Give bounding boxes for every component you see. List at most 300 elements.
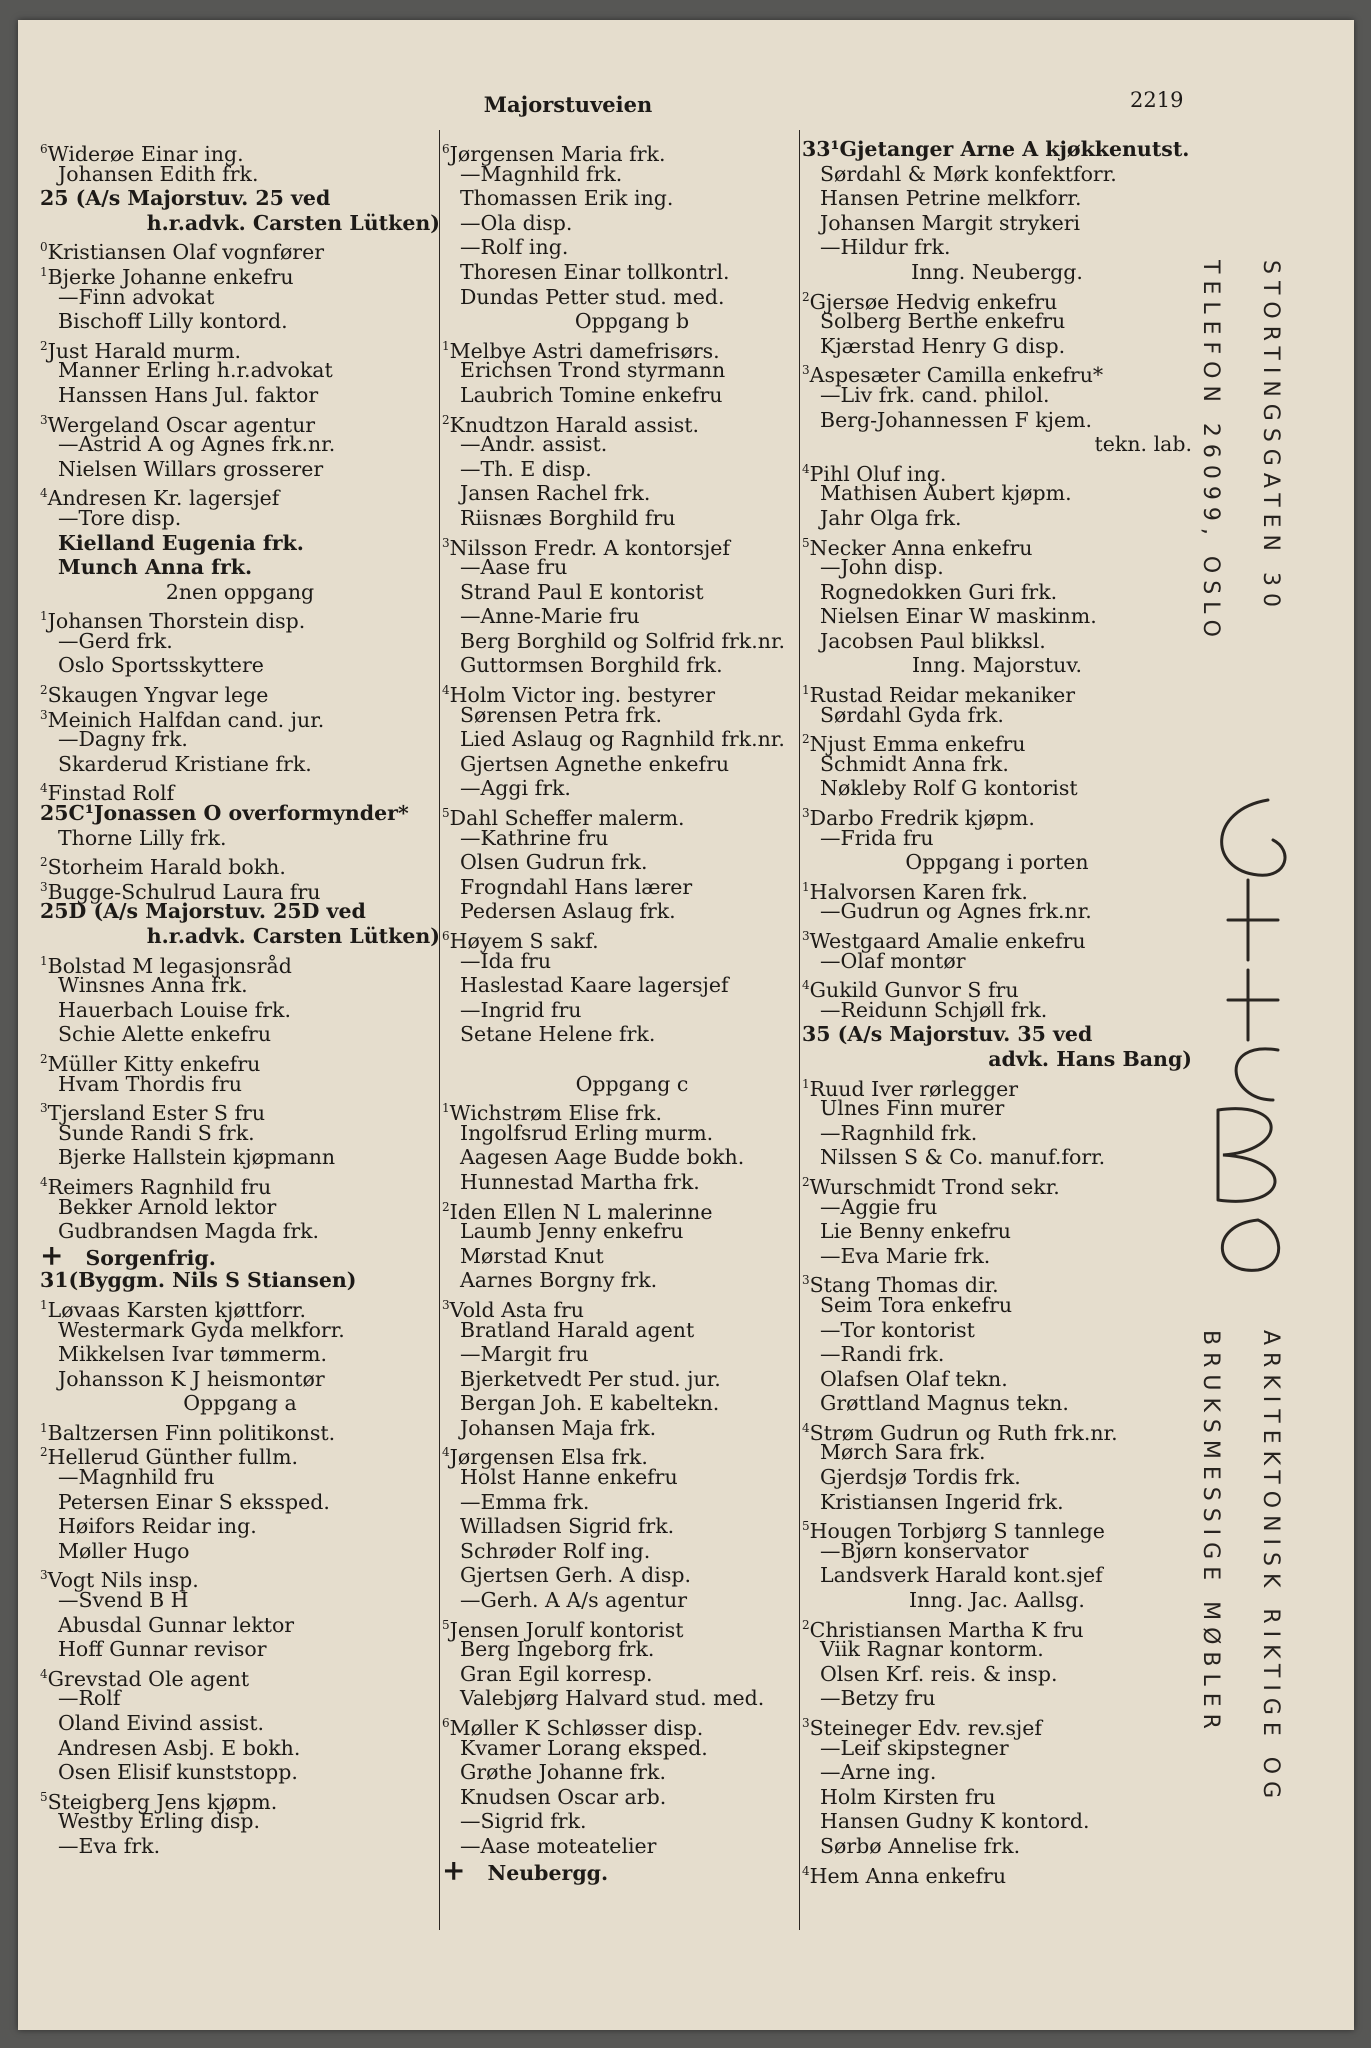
directory-entry [802, 604, 1192, 629]
directory-entry [442, 531, 822, 560]
directory-entry [40, 1072, 440, 1097]
entry-text: Westgaard Amalie enkefru [809, 929, 1086, 953]
directory-column-2 [442, 137, 822, 1887]
entry-text: —Aase fru [460, 555, 568, 580]
directory-entry [802, 162, 1192, 187]
entry-text: —Liv frk. cand. philol. [820, 382, 1050, 407]
entry-text: 31(Byggm. Nils S Stiansen) [40, 1268, 357, 1293]
entry-text: Mørstad Knut [460, 1243, 604, 1268]
directory-entry [40, 1613, 440, 1638]
entry-text: —Tor kontorist [820, 1317, 975, 1342]
directory-entry [442, 457, 822, 482]
directory-entry [442, 1440, 822, 1470]
entry-text: Jansen Rachel frk. [460, 481, 651, 506]
directory-entry [802, 531, 1192, 560]
entry-text: —Finn advokat [58, 284, 215, 309]
directory-entry [442, 383, 822, 408]
entry-text: Skarderud Kristiane frk. [58, 751, 312, 776]
directory-entry [40, 1711, 440, 1736]
directory-entry [40, 949, 440, 978]
entry-text: Abusdal Gunnar lektor [58, 1612, 295, 1637]
entry-text: Thomassen Erik ing. [460, 186, 674, 211]
ad-address-text: STORTINGSGATEN 30 [1258, 260, 1283, 614]
entry-text: Bjerketvedt Per stud. jur. [460, 1366, 721, 1391]
floor-number: 3 [442, 1297, 450, 1312]
entry-text: Nøkleby Rolf G kontorist [820, 776, 1078, 801]
directory-entry [40, 555, 440, 580]
entry-text: Mørch Sara frk. [820, 1440, 986, 1465]
floor-number: 2 [802, 732, 810, 747]
directory-entry [802, 1490, 1192, 1515]
entry-text: Jørgensen Maria frk. [449, 142, 666, 166]
entry-text: —Arne ing. [820, 1760, 937, 1785]
handwritten-logo [1188, 780, 1308, 1280]
directory-entry [40, 1391, 440, 1416]
directory-entry [802, 1809, 1192, 1834]
entry-text: Strøm Gudrun og Ruth frk.nr. [809, 1420, 1118, 1445]
entry-text: Grøthe Johanne frk. [460, 1760, 666, 1785]
directory-entry [40, 973, 440, 998]
entry-text: —Dagny frk. [58, 727, 188, 752]
entry-text: tekn. lab. [1094, 432, 1192, 457]
directory-entry [40, 1514, 440, 1539]
floor-number: 4 [40, 1174, 48, 1189]
directory-entry [40, 432, 440, 457]
entry-text: —Tore disp. [58, 505, 182, 530]
directory-entry [40, 1662, 440, 1691]
directory-entry [442, 604, 822, 629]
floor-number: 2 [40, 855, 48, 870]
entry-text: —Rolf [58, 1686, 121, 1711]
entry-text: —Kathrine fru [460, 825, 609, 850]
directory-entry [442, 1293, 822, 1322]
entry-text: Holst Hanne enkefru [460, 1465, 678, 1490]
entry-text: Schie Alette enkefru [58, 1022, 272, 1047]
entry-text: advk. Hans Bang) [988, 1046, 1192, 1071]
entry-text: Sørensen Petra frk. [460, 702, 662, 727]
ad-slogan-line-1: ARKITEKTONISK RIKTIGE OG [1258, 1330, 1283, 1806]
directory-entry [802, 580, 1192, 605]
directory-entry [802, 875, 1192, 904]
directory-entry [40, 309, 440, 334]
entry-text: Setane Helene frk. [460, 1022, 656, 1047]
floor-number: 3 [802, 806, 810, 821]
floor-number: 5 [442, 806, 450, 821]
directory-entry [802, 432, 1192, 457]
entry-text: Solberg Berthe enkefru [820, 309, 1066, 334]
floor-number: 4 [802, 1863, 810, 1878]
floor-number: 4 [40, 486, 48, 501]
entry-text: Ingolfsrud Erling murm. [460, 1120, 714, 1145]
entry-text: Just Harald murm. [47, 338, 242, 363]
directory-entry [802, 899, 1192, 924]
entry-text: Møller K Schløsser disp. [449, 1716, 704, 1740]
directory-entry [802, 285, 1192, 314]
entry-text: Njust Emma enkefru [809, 732, 1026, 757]
directory-entry [442, 481, 822, 506]
directory-entry [442, 1195, 822, 1224]
entry-text: Grevstad Ole agent [47, 1666, 250, 1691]
entry-text: Lied Aslaug og Ragnhild frk.nr. [460, 727, 785, 752]
directory-entry [40, 875, 440, 904]
entry-text: Kvamer Lorang eksped. [460, 1735, 708, 1760]
entry-text: Hanssen Hans Jul. faktor [58, 382, 319, 407]
entry-text: Nilssen S & Co. manuf.forr. [820, 1145, 1106, 1170]
directory-entry [442, 1342, 822, 1367]
entry-text: Haslestad Kaare lagersjef [460, 973, 729, 998]
directory-entry [40, 1195, 440, 1220]
entry-text: Bjerke Johanne enkefru [47, 264, 294, 289]
directory-entry [40, 1416, 440, 1445]
entry-text: 2nen oppgang [165, 579, 315, 604]
entry-text: Osen Elisif kunststopp. [58, 1760, 298, 1785]
directory-entry [40, 1170, 440, 1199]
directory-page [18, 20, 1354, 2030]
directory-entry [802, 1711, 1192, 1740]
directory-entry [442, 506, 822, 531]
page-title: Majorstuveien [483, 92, 653, 117]
directory-entry [802, 1268, 1192, 1298]
entry-text: Grøttland Magnus tekn. [820, 1391, 1069, 1416]
entry-text: Berg-Johannessen F kjem. [820, 407, 1093, 432]
entry-text: h.r.advk. Carsten Lütken) [146, 924, 440, 948]
entry-text: —Frida fru [820, 825, 934, 850]
directory-entry [442, 1121, 822, 1146]
entry-text: —Gerd frk. [58, 628, 173, 653]
directory-entry [40, 162, 440, 187]
floor-number: 3 [40, 1568, 48, 1583]
directory-entry [40, 801, 440, 826]
entry-text: —Aggi frk. [460, 776, 571, 801]
directory-entry [442, 1539, 822, 1564]
entry-text: Olsen Krf. reis. & insp. [820, 1661, 1058, 1686]
entry-text: Gjertsen Agnethe enkefru [460, 751, 730, 776]
floor-number: 2 [442, 412, 450, 427]
directory-entry [802, 408, 1192, 433]
entry-text: Høifors Reidar ing. [58, 1514, 257, 1539]
entry-text: Mikkelsen Ivar tømmerm. [58, 1342, 328, 1367]
directory-entry [40, 1760, 440, 1785]
directory-entry [442, 1391, 822, 1416]
entry-text: Vold Asta fru [449, 1297, 584, 1322]
entry-text: Løvaas Karsten kjøttforr. [47, 1297, 306, 1322]
directory-entry [802, 1244, 1192, 1269]
entry-text: Gjertsen Gerh. A disp. [460, 1563, 691, 1588]
entry-text: Westby Erling disp. [58, 1809, 261, 1834]
entry-text: Nielsen Willars grosserer [58, 456, 324, 481]
directory-entry [40, 580, 440, 605]
directory-entry [40, 1096, 440, 1126]
entry-text: Johansen Thorstein disp. [47, 609, 306, 634]
entry-text: Oslo Sportsskyttere [58, 653, 264, 678]
directory-entry [442, 408, 822, 437]
directory-entry [40, 457, 440, 482]
entry-text: —Astrid A og Agnes frk.nr. [58, 432, 336, 457]
entry-text: Jensen Jorulf kontorist [449, 1617, 684, 1642]
directory-entry [442, 1268, 822, 1293]
directory-entry [802, 703, 1192, 728]
directory-entry [802, 1785, 1192, 1810]
floor-number: 1 [40, 953, 48, 968]
directory-entry [40, 1809, 440, 1834]
floor-number: 4 [40, 781, 48, 796]
entry-text: Bekker Arnold lektor [58, 1194, 277, 1219]
directory-entry [40, 776, 440, 806]
entry-text: Tjersland Ester S fru [47, 1101, 266, 1126]
floor-number: 5 [802, 535, 810, 550]
entry-text: —Svend B H [58, 1588, 189, 1613]
entry-text: —Andr. assist. [460, 432, 608, 457]
directory-entry [802, 1342, 1192, 1367]
entry-text: Kjærstad Henry G disp. [820, 333, 1066, 358]
entry-text: Valebjørg Halvard stud. med. [460, 1686, 765, 1711]
entry-text: Thoresen Einar tollkontrl. [460, 259, 730, 284]
entry-text: Bugge-Schulrud Laura fru [47, 879, 321, 904]
floor-number: 1 [802, 683, 810, 698]
entry-text: —Eva frk. [58, 1833, 161, 1858]
entry-text: Hem Anna enkefru [809, 1863, 1007, 1888]
directory-entry [40, 1238, 440, 1272]
entry-text: Viik Ragnar kontorm. [820, 1637, 1044, 1662]
directory-entry [802, 1662, 1192, 1687]
directory-entry [40, 531, 440, 556]
floor-number: 1 [40, 1297, 48, 1312]
floor-number: 3 [40, 412, 48, 427]
directory-entry [802, 1859, 1192, 1888]
entry-text: Wichstrøm Elise frk. [449, 1101, 663, 1126]
entry-text: Hougen Torbjørg S tannlege [809, 1519, 1105, 1544]
floor-number: 6 [442, 142, 450, 156]
entry-text: Halvorsen Karen frk. [809, 879, 1028, 904]
entry-text: —Randi frk. [820, 1342, 945, 1367]
entry-text: Sorgenfrig. [85, 1245, 216, 1270]
directory-entry [442, 727, 822, 752]
entry-text: Sørdahl & Mørk konfektforr. [820, 161, 1117, 186]
floor-number: 1 [442, 1101, 450, 1116]
entry-text: —Reidunn Schjøll frk. [820, 997, 1048, 1022]
directory-entry [442, 1490, 822, 1515]
directory-entry [802, 383, 1192, 408]
directory-entry [442, 1072, 822, 1097]
entry-text: Darbo Fredrik kjøpm. [809, 806, 1035, 831]
directory-entry [442, 1170, 822, 1195]
directory-entry [40, 1121, 440, 1146]
entry-text: Inng. Neubergg. [911, 259, 1083, 284]
directory-entry [40, 1785, 440, 1814]
entry-text: Nilsson Fredr. A kontorsjef [449, 535, 730, 560]
directory-entry [802, 1391, 1192, 1416]
directory-entry [442, 1662, 822, 1687]
directory-entry [40, 1318, 440, 1343]
entry-text: Kielland Eugenia frk. [58, 530, 304, 555]
directory-entry [40, 1219, 440, 1244]
directory-entry [40, 1834, 440, 1859]
directory-entry [802, 1219, 1192, 1244]
page-number: 2219 [1130, 88, 1184, 112]
entry-text: Wurschmidt Trond sekr. [809, 1174, 1060, 1199]
entry-text: Frogndahl Hans lærer [460, 874, 693, 899]
directory-entry [802, 1121, 1192, 1146]
entry-text: Johansen Edith frk. [58, 161, 259, 186]
directory-entry [40, 1342, 440, 1367]
directory-entry [802, 1096, 1192, 1121]
directory-entry [40, 752, 440, 777]
entry-text: Sunde Randi S frk. [58, 1120, 255, 1145]
entry-text: —Rolf ing. [460, 235, 569, 260]
cross-marker: + [442, 1853, 466, 1887]
entry-text: Berg Ingeborg frk. [460, 1637, 655, 1662]
directory-entry [802, 1465, 1192, 1490]
entry-text: 33¹Gjetanger Arne A kjøkkenutst. [802, 137, 1190, 161]
floor-number: 5 [442, 1617, 450, 1632]
floor-number: 2 [442, 1199, 450, 1214]
directory-entry [40, 334, 440, 363]
floor-number: 3 [442, 535, 450, 550]
directory-entry [40, 1145, 440, 1170]
directory-entry [40, 850, 440, 880]
directory-entry [802, 1736, 1192, 1761]
entry-text: Møller Hugo [58, 1538, 190, 1563]
entry-text: Wergeland Oscar agentur [47, 412, 316, 437]
floor-number: 2 [40, 1051, 48, 1066]
directory-entry [802, 1072, 1192, 1101]
entry-text: Oppgang a [183, 1391, 297, 1416]
entry-text: Sørdahl Gyda frk. [820, 702, 1004, 727]
entry-text: —Hildur frk. [820, 235, 951, 260]
floor-number: 6 [40, 142, 48, 156]
entry-text: Müller Kitty enkefru [47, 1051, 261, 1076]
entry-text: Knudsen Oscar arb. [460, 1784, 667, 1809]
directory-entry [442, 1563, 822, 1588]
entry-text: Johansson K J heismontør [58, 1366, 325, 1391]
entry-text: Jacobsen Paul blikksl. [820, 628, 1046, 653]
entry-text: Finstad Rolf [47, 781, 175, 806]
directory-entry [442, 1637, 822, 1662]
floor-number: 1 [40, 1420, 48, 1435]
entry-text: Munch Anna frk. [58, 555, 253, 580]
directory-entry [802, 309, 1192, 334]
entry-text: —Bjørn konservator [820, 1538, 1029, 1563]
directory-entry [802, 358, 1192, 388]
entry-text: Laubrich Tomine enkefru [460, 382, 723, 407]
cross-marker: + [40, 1238, 64, 1272]
entry-text: Bratland Harald agent [460, 1317, 695, 1342]
entry-text: Holm Kirsten fru [820, 1784, 996, 1809]
floor-number: 2 [40, 683, 48, 698]
directory-entry [802, 260, 1192, 285]
directory-entry [40, 137, 440, 166]
entry-text: Hellerud Günther fullm. [47, 1445, 299, 1470]
entry-text: Sørbø Annelise frk. [820, 1833, 1021, 1858]
directory-entry [442, 752, 822, 777]
entry-text: —Margit fru [460, 1342, 589, 1367]
entry-text: Hoff Gunnar revisor [58, 1637, 267, 1662]
directory-entry [442, 899, 822, 924]
directory-entry [442, 1145, 822, 1170]
directory-entry [40, 481, 440, 511]
directory-entry [442, 334, 822, 363]
directory-column-3 [802, 137, 1192, 1888]
entry-text: —Gudrun og Agnes frk.nr. [820, 899, 1092, 924]
entry-text: —Betzy fru [820, 1686, 936, 1711]
entry-text: —Ola disp. [460, 210, 573, 235]
directory-entry [802, 1514, 1192, 1544]
entry-text: Dahl Scheffer malerm. [449, 806, 685, 831]
entry-text: Strand Paul E kontorist [460, 579, 704, 604]
entry-text: Riisnæs Borghild fru [460, 505, 676, 530]
directory-entry [442, 1834, 822, 1859]
entry-text: Andresen Kr. lagersjef [47, 486, 280, 511]
entry-text: —Olaf montør [820, 948, 966, 973]
entry-text: Vogt Nils insp. [47, 1568, 199, 1593]
directory-entry [442, 235, 822, 260]
directory-entry [802, 1367, 1192, 1392]
entry-text: Bergan Joh. E kabeltekn. [460, 1391, 720, 1416]
directory-entry [802, 850, 1192, 875]
directory-entry [40, 1440, 440, 1470]
directory-entry [442, 309, 822, 334]
entry-text: Landsverk Harald kont.sjef [820, 1563, 1103, 1588]
directory-entry [442, 358, 822, 383]
directory-entry [40, 678, 440, 708]
entry-text: Baltzersen Finn politikonst. [47, 1420, 336, 1445]
floor-number: 4 [442, 683, 450, 698]
directory-entry [442, 924, 822, 953]
entry-text: Johansen Maja frk. [460, 1415, 657, 1440]
floor-number: 6 [442, 929, 450, 943]
entry-text: Hvam Thordis fru [58, 1071, 242, 1096]
entry-text: Inng. Majorstuv. [912, 653, 1082, 678]
directory-entry [442, 850, 822, 875]
directory-entry [40, 604, 440, 634]
entry-text: Bischoff Lilly kontord. [58, 309, 288, 334]
directory-entry [40, 899, 440, 924]
entry-text: Pihl Oluf ing. [809, 461, 947, 486]
directory-entry [802, 752, 1192, 777]
directory-entry [802, 1047, 1192, 1072]
directory-entry [442, 703, 822, 728]
entry-text: Knudtzon Harald assist. [449, 412, 699, 437]
entry-text: —Aase moteatelier [460, 1833, 657, 1858]
directory-entry [442, 137, 822, 166]
entry-text: Pedersen Aslaug frk. [460, 899, 676, 924]
directory-entry [442, 1416, 822, 1441]
directory-entry [802, 1539, 1192, 1564]
directory-entry [442, 998, 822, 1023]
entry-text: Hansen Gudny K kontord. [820, 1809, 1090, 1834]
directory-entry [802, 1293, 1192, 1318]
directory-entry [40, 1367, 440, 1392]
directory-entry [442, 1588, 822, 1613]
entry-text: Christiansen Martha K fru [809, 1617, 1084, 1642]
floor-number: 2 [40, 1445, 48, 1460]
floor-number: 5 [802, 1519, 810, 1534]
floor-number: 4 [442, 1445, 450, 1460]
entry-text: Aarnes Borgny frk. [460, 1268, 658, 1293]
directory-entry [442, 1514, 822, 1539]
entry-text: —Emma frk. [460, 1489, 590, 1514]
floor-number: 4 [802, 978, 810, 993]
entry-text: Oppgang b [574, 309, 690, 334]
directory-entry [442, 186, 822, 211]
directory-entry [40, 408, 440, 437]
entry-text: Oppgang c [575, 1071, 689, 1096]
entry-text: Petersen Einar S ekssped. [58, 1489, 330, 1514]
entry-text: Schmidt Anna frk. [820, 751, 1009, 776]
entry-text: Holm Victor ing. bestyrer [449, 683, 715, 708]
floor-number: 2 [802, 1617, 810, 1632]
entry-text: Storheim Harald bokh. [47, 855, 286, 880]
